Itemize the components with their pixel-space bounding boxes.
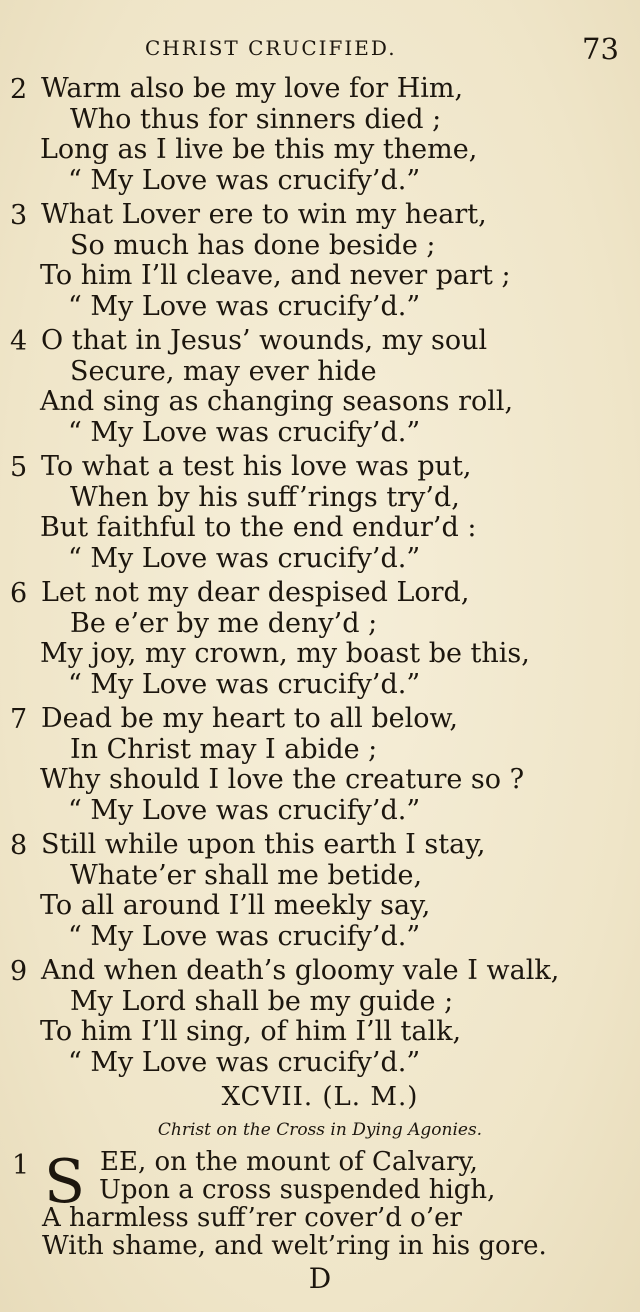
verse-line: To all around I’ll meekly say,: [40, 890, 431, 921]
verse-line: Why should I love the creature so ?: [40, 764, 525, 795]
verse-line: My Lord shall be my guide ;: [70, 985, 454, 1017]
refrain-line: “ My Love was crucify’d.”: [68, 920, 421, 952]
verse-number: 7: [10, 704, 28, 735]
verse-line: Let not my dear despised Lord,: [41, 577, 470, 608]
verse-number: 2: [10, 74, 28, 105]
verse-line: Long as I live be this my theme,: [40, 134, 478, 165]
verse-line: Still while upon this earth I stay,: [41, 829, 486, 860]
verse-line: In Christ may I abide ;: [70, 733, 378, 765]
stanza: [0, 200, 640, 322]
verse-line: With shame, and welt’ring in his gore.: [42, 1231, 547, 1261]
verse-line: Dead be my heart to all below,: [41, 703, 458, 734]
refrain-line: “ My Love was crucify’d.”: [68, 1046, 421, 1078]
stanza: [0, 326, 640, 448]
new-hymn-stanza: [0, 1148, 640, 1260]
verse-line: So much has done beside ;: [70, 229, 436, 261]
verse-line: Warm also be my love for Him,: [41, 73, 464, 104]
refrain-line: “ My Love was crucify’d.”: [68, 416, 421, 448]
refrain-line: “ My Love was crucify’d.”: [68, 542, 421, 574]
hymn-title: XCVII. (L. M.): [221, 1082, 419, 1112]
verse-line: EE, on the mount of Calvary,: [100, 1147, 478, 1177]
verse-line: And sing as changing seasons roll,: [40, 386, 514, 417]
stanza: [0, 578, 640, 700]
page-header: [0, 32, 640, 72]
verse-line: O that in Jesus’ wounds, my soul: [41, 325, 488, 356]
verse-line: But faithful to the end endur’d :: [40, 512, 477, 543]
verse-line: To him I’ll cleave, and never part ;: [40, 260, 511, 291]
verse-number: 5: [10, 452, 28, 483]
refrain-line: “ My Love was crucify’d.”: [68, 668, 421, 700]
signature-mark: D: [308, 1262, 332, 1295]
verse-line: Who thus for sinners died ;: [70, 103, 442, 135]
stanza: [0, 704, 640, 826]
hymn-subtitle: Christ on the Cross in Dying Agonies.: [157, 1120, 483, 1140]
stanza: [0, 452, 640, 574]
stanza: [0, 830, 640, 952]
drop-cap: S: [44, 1147, 86, 1217]
verse-line: Upon a cross suspended high,: [99, 1175, 496, 1205]
verse-line: Secure, may ever hide: [70, 355, 377, 387]
verse-number: 9: [10, 956, 28, 987]
verse-line: To what a test his love was put,: [41, 451, 472, 482]
verse-number: 8: [10, 830, 28, 861]
verse-number: 4: [10, 326, 28, 357]
page-number: 73: [582, 32, 619, 66]
verse-number: 1: [12, 1150, 30, 1181]
refrain-line: “ My Love was crucify’d.”: [68, 794, 421, 826]
stanza: [0, 74, 640, 196]
running-head: CHRIST CRUCIFIED.: [145, 36, 397, 60]
verse-number: 6: [10, 578, 28, 609]
verse-number: 3: [10, 200, 28, 231]
verse-line: Be e’er by me deny’d ;: [70, 607, 378, 639]
refrain-line: “ My Love was crucify’d.”: [68, 290, 421, 322]
hymn-stanzas: [0, 74, 640, 1078]
verse-line: My joy, my crown, my boast be this,: [40, 638, 530, 669]
refrain-line: “ My Love was crucify’d.”: [68, 164, 421, 196]
verse-line: To him I’ll sing, of him I’ll talk,: [40, 1016, 462, 1047]
verse-line: A harmless suff’rer cover’d o’er: [42, 1203, 462, 1233]
verse-line: When by his suff’rings try’d,: [70, 481, 460, 513]
verse-line: Whate’er shall me betide,: [70, 859, 423, 891]
verse-line: And when death’s gloomy vale I walk,: [41, 955, 560, 986]
verse-line: What Lover ere to win my heart,: [41, 199, 487, 230]
stanza: [0, 956, 640, 1078]
